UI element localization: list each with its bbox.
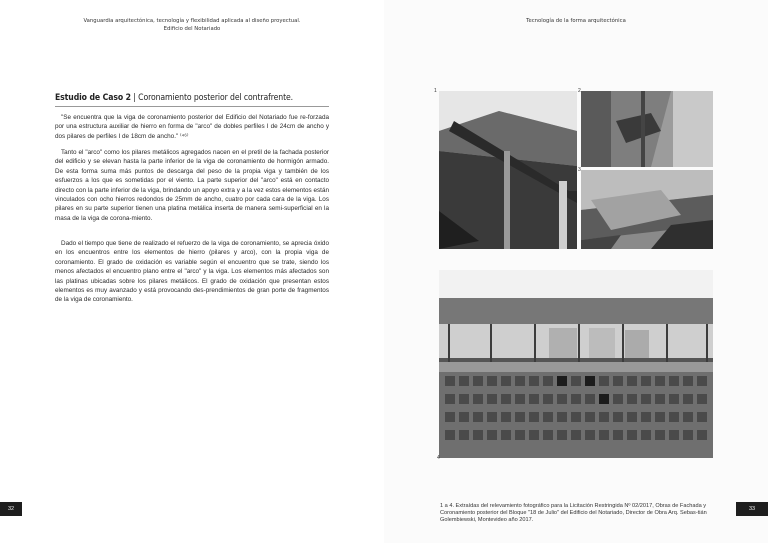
body-paragraph-2: Tanto el "arco" como los pilares metálicos agregados nacen en el pretil de la fachada posterior del edificio y se elevan hasta la parte inferior de la viga de coronamiento de hormigón armado. De esta forma suma más puntos de descarga del peso de la propia viga y también de los esfuerzos a los que es sometidas por el viento. La parte superior del "arco" está en contacto directo con la parte inferior de la viga, brindando un apoyo extra y a la vez estos elementos están vinculados con ocho hierros redondos de 25mm de ancho, cuatro por cada cara de la viga. Los pilares en su parte superior tienen una platina metálica inserta de manera semi-superficial en la masa de la viga de corona-miento.: [55, 149, 329, 222]
case-study-label: Estudio de Caso 2: [55, 93, 131, 103]
photo-rear-facade: [439, 270, 713, 458]
case-study-title: [55, 93, 355, 103]
body-paragraph-1: "Se encuentra que la viga de coronamiento posterior del Edificio del Notariado fue re-forzada por una estructura auxiliar de hierro en forma de "arco" de dobles perfiles I de 24cm de ancho y dos pilares de perfiles I de 18cm de ancho." ⁽⁴⁶⁾: [55, 114, 329, 140]
body-paragraph-3: Dado el tiempo que tiene de realizado el refuerzo de la viga de coronamiento, se aprecia óxido en los encuentros entre los elementos de hierro (pilares y arco), con la propia viga de coronamiento. El grado de oxidación es variable según el encuentro que se trate, siendo los menos afectados el encuentro plano entre el "arco" y la viga. Los elementos más afectados son las platinas ubicadas sobre los pilares metálicos. El grado de oxidación que presentan estos elementos es muy avanzado y está provocando des-prendimientos de gran porte de fragmentos de la viga de coronamiento.: [55, 240, 329, 304]
header-left-line1: Vanguardia arquitectónica, tecnología y flexibilidad aplicada al diseño proyectual.: [83, 18, 301, 24]
title-separator: |: [130, 93, 139, 103]
running-header-left: [0, 18, 384, 33]
photo-number-2: 2: [578, 88, 581, 94]
running-header-right: Tecnología de la forma arquitectónica: [526, 18, 626, 24]
photo-beam-underside: [439, 91, 577, 249]
photo-number-1: 1: [434, 88, 437, 94]
title-rule: [55, 106, 329, 107]
page-number-right: 33: [736, 502, 768, 516]
photo-number-4: 4: [437, 455, 440, 461]
photo-rusted-joint: [581, 91, 713, 167]
case-study-subtitle: Coronamiento posterior del contrafrente.: [138, 93, 294, 103]
page-number-left: 32: [0, 502, 22, 516]
photo-oxidized-plate: [581, 170, 713, 249]
photo-number-3: 3: [578, 167, 581, 173]
header-left-line2: Edificio del Notariado: [163, 25, 221, 32]
figure-caption: 1 a 4. Extraídas del relevamiento fotográfico para la Licitación Restringida Nº 02/2017, Obras de Fachada y Coronamiento posterior del Bloque "18 de Julio" del Edificio del Notariado, Director de Obra Arq. Sebas-tián Golembiewski, Montevideo año 2017.: [440, 503, 707, 524]
